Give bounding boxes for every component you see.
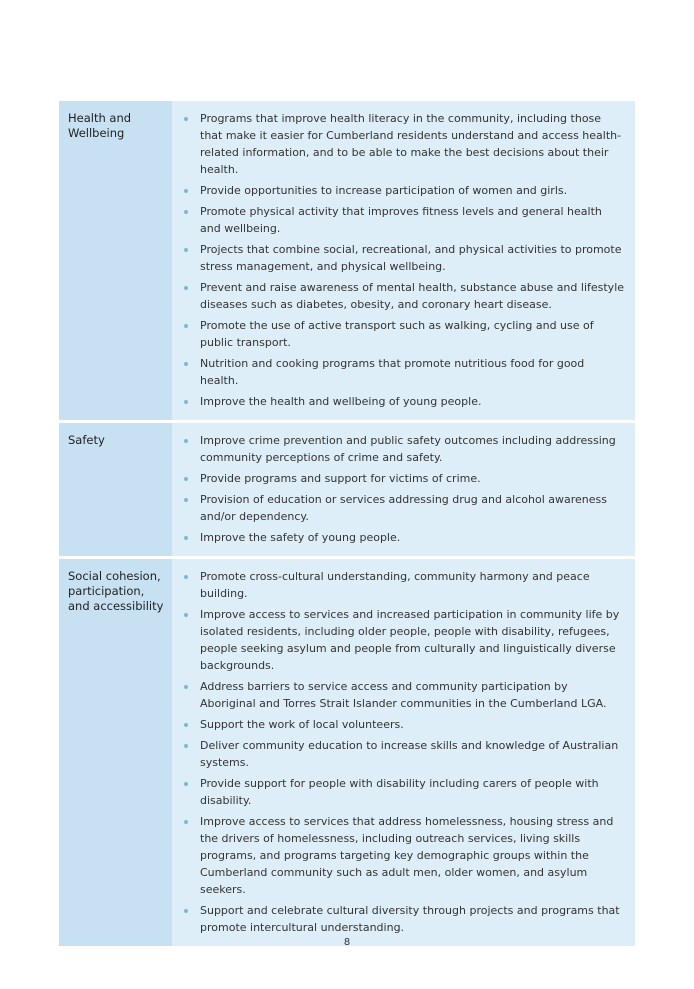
bullet-icon xyxy=(184,613,188,617)
bullet-icon xyxy=(184,362,188,366)
section-items xyxy=(172,423,635,556)
list-item-text: Promote cross-cultural understanding, community harmony and peace building. xyxy=(200,570,590,600)
list-item-text: Support the work of local volunteers. xyxy=(200,718,404,731)
table-row-social-cohesion xyxy=(59,559,635,946)
list-item xyxy=(184,737,625,771)
section-title: Social cohesion, participation, and accessibility xyxy=(59,559,172,946)
bullet-icon xyxy=(184,324,188,328)
list-item-text: Promote the use of active transport such as walking, cycling and use of public transport. xyxy=(200,319,594,349)
list-item-text: Improve the health and wellbeing of young people. xyxy=(200,395,482,408)
list-item xyxy=(184,470,625,487)
list-item xyxy=(184,203,625,237)
table-row-safety xyxy=(59,423,635,556)
list-item xyxy=(184,317,625,351)
list-item xyxy=(184,716,625,733)
list-item xyxy=(184,491,625,525)
bullet-icon xyxy=(184,477,188,481)
bullet-icon xyxy=(184,286,188,290)
bullet-icon xyxy=(184,439,188,443)
bullet-icon xyxy=(184,744,188,748)
list-item-text: Improve crime prevention and public safety outcomes including addressing community perceptions of crime and safety. xyxy=(200,434,616,464)
list-item-text: Deliver community education to increase skills and knowledge of Australian systems. xyxy=(200,739,619,769)
bullet-icon xyxy=(184,685,188,689)
bullet-icon xyxy=(184,498,188,502)
bullet-icon xyxy=(184,117,188,121)
bullet-icon xyxy=(184,820,188,824)
list-item xyxy=(184,241,625,275)
list-item xyxy=(184,529,625,546)
bullet-icon xyxy=(184,575,188,579)
bullet-icon xyxy=(184,782,188,786)
list-item-text: Provision of education or services addressing drug and alcohol awareness and/or dependency. xyxy=(200,493,607,523)
list-item-text: Projects that combine social, recreational, and physical activities to promote stress management, and physical wellbeing. xyxy=(200,243,622,273)
list-item xyxy=(184,813,625,898)
list-item xyxy=(184,606,625,674)
list-item xyxy=(184,678,625,712)
bullet-icon xyxy=(184,723,188,727)
list-item xyxy=(184,182,625,199)
list-item xyxy=(184,355,625,389)
list-item-text: Nutrition and cooking programs that promote nutritious food for good health. xyxy=(200,357,585,387)
list-item xyxy=(184,902,625,936)
list-item-text: Improve access to services that address homelessness, housing stress and the drivers of homelessness, including outreach services, living skills programs, and programs targeting key demographic groups within the Cumberland community such as adult men, older women, and asylum seekers. xyxy=(200,815,614,896)
page-number: 8 xyxy=(343,937,351,948)
list-item-text: Address barriers to service access and community participation by Aboriginal and Torres Strait Islander communities in the Cumberland LGA. xyxy=(200,680,607,710)
section-items xyxy=(172,559,635,946)
list-item-text: Support and celebrate cultural diversity through projects and programs that promote intercultural understanding. xyxy=(200,904,620,934)
list-item xyxy=(184,279,625,313)
list-item xyxy=(184,568,625,602)
bullet-icon xyxy=(184,400,188,404)
list-item-text: Programs that improve health literacy in the community, including those that make it easier for Cumberland residents understand and access health-related information, and to be able to make the best decisions about their health. xyxy=(200,112,622,176)
bullet-icon xyxy=(184,248,188,252)
section-title: Health and Wellbeing xyxy=(59,101,172,420)
list-item-text: Improve access to services and increased participation in community life by isolated residents, including older people, people with disability, refugees, people seeking asylum and people from culturally and linguistically diverse backgrounds. xyxy=(200,608,620,672)
list-item-text: Provide opportunities to increase participation of women and girls. xyxy=(200,184,568,197)
list-item xyxy=(184,393,625,410)
bullet-icon xyxy=(184,536,188,540)
list-item xyxy=(184,432,625,466)
list-item-text: Provide support for people with disability including carers of people with disability. xyxy=(200,777,599,807)
bullet-icon xyxy=(184,909,188,913)
list-item xyxy=(184,775,625,809)
section-title: Safety xyxy=(59,423,172,556)
list-item-text: Provide programs and support for victims of crime. xyxy=(200,472,481,485)
bullet-icon xyxy=(184,210,188,214)
list-item-text: Improve the safety of young people. xyxy=(200,531,401,544)
list-item-text: Promote physical activity that improves fitness levels and general health and wellbeing. xyxy=(200,205,602,235)
priorities-table xyxy=(59,101,635,946)
bullet-icon xyxy=(184,189,188,193)
section-items xyxy=(172,101,635,420)
list-item xyxy=(184,110,625,178)
list-item-text: Prevent and raise awareness of mental health, substance abuse and lifestyle diseases such as diabetes, obesity, and coronary heart disease. xyxy=(200,281,625,311)
table-row-health xyxy=(59,101,635,420)
